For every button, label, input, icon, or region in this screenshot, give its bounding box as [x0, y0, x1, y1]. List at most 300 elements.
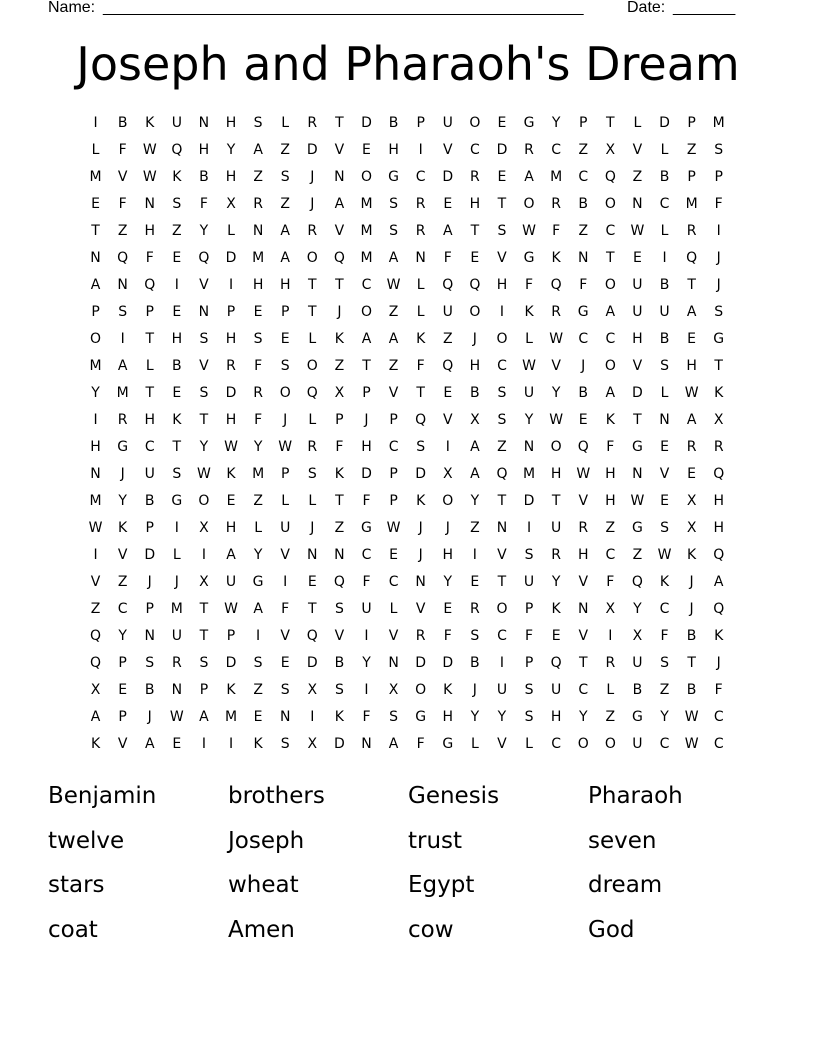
- grid-letter: I: [120, 331, 125, 347]
- grid-letter: M: [523, 466, 536, 482]
- grid-letter: U: [442, 304, 453, 320]
- grid-letter: H: [605, 466, 616, 482]
- grid-letter: S: [470, 628, 480, 644]
- grid-letter: V: [90, 574, 101, 590]
- grid-letter: J: [310, 196, 315, 212]
- grid-letter: E: [470, 574, 480, 590]
- grid-letter: L: [660, 385, 669, 401]
- grid-letter: Z: [334, 358, 345, 374]
- grid-letter: P: [199, 682, 209, 698]
- word-item: cow: [408, 916, 454, 943]
- grid-letter: E: [226, 493, 236, 509]
- grid-letter: N: [144, 196, 155, 212]
- grid-letter: R: [415, 223, 426, 239]
- grid-letter: K: [443, 682, 453, 698]
- grid-letter: C: [415, 169, 426, 185]
- grid-letter: L: [281, 115, 290, 131]
- grid-letter: H: [225, 169, 237, 185]
- grid-letter: F: [714, 682, 723, 698]
- grid-letter: H: [442, 709, 454, 725]
- grid-letter: L: [416, 277, 425, 293]
- grid-letter: O: [442, 493, 454, 509]
- grid-letter: E: [118, 682, 128, 698]
- grid-letter: W: [224, 601, 238, 617]
- grid-letter: W: [142, 169, 157, 185]
- grid-letter: J: [689, 574, 694, 590]
- grid-letter: T: [362, 358, 371, 374]
- grid-letter: I: [364, 628, 369, 644]
- grid-letter: R: [713, 439, 724, 455]
- grid-letter: E: [172, 304, 182, 320]
- grid-letter: T: [551, 493, 561, 509]
- grid-letter: D: [361, 466, 372, 482]
- grid-letter: A: [470, 466, 480, 482]
- grid-letter: T: [578, 655, 588, 671]
- grid-letter: H: [469, 358, 481, 374]
- grid-letter: U: [659, 304, 670, 320]
- grid-letter: Q: [333, 574, 345, 590]
- grid-letter: S: [118, 304, 128, 320]
- grid-letter: N: [90, 466, 101, 482]
- grid-letter: N: [523, 439, 535, 455]
- grid-letter: X: [199, 574, 209, 590]
- grid-letter: H: [550, 709, 562, 725]
- grid-row: [82, 731, 734, 758]
- grid-letter: N: [577, 250, 589, 266]
- grid-letter: R: [117, 412, 128, 428]
- grid-letter: W: [576, 466, 591, 482]
- grid-letter: B: [686, 682, 697, 698]
- grid-letter: O: [360, 304, 372, 320]
- grid-letter: J: [418, 520, 423, 536]
- grid-letter: J: [120, 466, 125, 482]
- grid-letter: S: [199, 385, 209, 401]
- grid-letter: E: [389, 547, 398, 563]
- grid-letter: Q: [90, 628, 102, 644]
- grid-letter: L: [660, 223, 669, 239]
- grid-letter: Z: [90, 601, 101, 617]
- grid-letter: N: [415, 574, 426, 590]
- grid-letter: N: [577, 601, 589, 617]
- grid-letter: V: [632, 358, 643, 374]
- grid-letter: Z: [280, 142, 290, 158]
- grid-letter: J: [472, 682, 477, 698]
- grid-letter: I: [364, 682, 369, 698]
- grid-letter: K: [416, 493, 426, 509]
- grid-letter: M: [252, 466, 265, 482]
- grid-letter: K: [334, 709, 344, 725]
- grid-letter: S: [280, 169, 290, 185]
- grid-letter: H: [225, 520, 237, 536]
- grid-letter: X: [226, 196, 236, 212]
- grid-letter: W: [386, 520, 401, 536]
- grid-letter: I: [499, 655, 505, 671]
- grid-letter: G: [577, 304, 589, 320]
- grid-letter: R: [415, 196, 426, 212]
- grid-letter: N: [90, 250, 101, 266]
- grid-letter: T: [416, 385, 425, 401]
- grid-letter: U: [523, 385, 535, 401]
- grid-letter: B: [659, 277, 670, 293]
- grid-letter: X: [442, 466, 453, 482]
- grid-letter: A: [605, 304, 616, 320]
- grid-letter: X: [686, 520, 697, 536]
- grid-letter: A: [470, 439, 480, 455]
- grid-letter: R: [171, 655, 182, 671]
- grid-letter: N: [117, 277, 128, 293]
- grid-letter: N: [632, 466, 643, 482]
- grid-letter: H: [686, 358, 697, 374]
- grid-letter: W: [630, 223, 645, 239]
- grid-letter: C: [117, 601, 128, 617]
- grid-letter: Q: [577, 439, 589, 455]
- grid-letter: C: [361, 277, 372, 293]
- grid-letter: E: [551, 628, 561, 644]
- grid-letter: Q: [713, 466, 725, 482]
- grid-letter: P: [280, 304, 290, 320]
- grid-letter: L: [308, 493, 317, 509]
- grid-letter: X: [470, 412, 480, 428]
- grid-letter: R: [469, 601, 480, 617]
- grid-letter: A: [199, 709, 209, 725]
- grid-letter: V: [280, 628, 290, 644]
- grid-letter: F: [714, 196, 723, 212]
- word-row: [48, 908, 768, 953]
- grid-letter: J: [337, 304, 342, 320]
- grid-letter: N: [415, 250, 426, 266]
- grid-letter: K: [226, 466, 236, 482]
- grid-letter: M: [224, 709, 238, 725]
- grid-letter: M: [89, 493, 102, 509]
- grid-row: [82, 434, 734, 461]
- grid-letter: H: [361, 439, 372, 455]
- grid-letter: Q: [442, 277, 454, 293]
- grid-letter: J: [310, 520, 315, 536]
- grid-letter: F: [606, 574, 615, 590]
- grid-letter: V: [632, 142, 643, 158]
- grid-letter: G: [361, 520, 372, 536]
- grid-letter: S: [280, 682, 290, 698]
- grid-letter: Z: [578, 142, 589, 158]
- grid-letter: A: [388, 736, 399, 752]
- letter-grid: [82, 110, 734, 758]
- word-item: Egypt: [408, 872, 475, 899]
- grid-letter: J: [310, 169, 315, 185]
- grid-letter: R: [415, 628, 426, 644]
- grid-row: [82, 461, 734, 488]
- grid-letter: I: [201, 736, 206, 752]
- grid-letter: I: [662, 250, 667, 266]
- grid-letter: Q: [631, 574, 643, 590]
- grid-letter: C: [605, 547, 616, 563]
- word-item: Amen: [228, 916, 295, 943]
- grid-letter: P: [362, 385, 371, 401]
- grid-letter: O: [577, 736, 589, 752]
- grid-letter: D: [361, 115, 372, 131]
- page-title: Joseph and Pharaoh's Dream: [76, 37, 740, 91]
- grid-letter: Y: [253, 439, 263, 455]
- grid-letter: J: [581, 358, 586, 374]
- grid-letter: T: [199, 601, 209, 617]
- grid-letter: H: [442, 547, 454, 563]
- grid-letter: H: [605, 493, 616, 509]
- grid-letter: Z: [632, 547, 643, 563]
- grid-letter: G: [713, 331, 725, 347]
- grid-letter: V: [334, 142, 345, 158]
- grid-row: [82, 623, 734, 650]
- grid-letter: M: [685, 196, 698, 212]
- grid-letter: N: [659, 412, 670, 428]
- grid-letter: Q: [496, 466, 508, 482]
- grid-letter: O: [469, 304, 481, 320]
- grid-letter: H: [279, 277, 291, 293]
- grid-letter: R: [226, 358, 236, 374]
- grid-letter: Q: [442, 358, 454, 374]
- grid-letter: E: [443, 601, 453, 617]
- grid-letter: K: [334, 331, 344, 347]
- grid-letter: G: [388, 169, 399, 185]
- grid-letter: Z: [388, 358, 399, 374]
- grid-letter: E: [687, 466, 697, 482]
- grid-letter: O: [604, 277, 616, 293]
- grid-letter: K: [253, 736, 263, 752]
- grid-letter: B: [470, 385, 480, 401]
- grid-letter: D: [442, 169, 454, 185]
- grid-letter: Z: [605, 709, 616, 725]
- grid-letter: T: [308, 601, 317, 617]
- grid-letter: A: [334, 196, 345, 212]
- grid-letter: S: [660, 655, 669, 671]
- grid-letter: Z: [117, 223, 128, 239]
- grid-letter: S: [660, 520, 669, 536]
- grid-letter: W: [549, 331, 564, 347]
- grid-letter: X: [307, 736, 318, 752]
- grid-letter: H: [225, 115, 237, 131]
- grid-letter: D: [442, 655, 454, 671]
- grid-letter: X: [632, 628, 643, 644]
- grid-row: [82, 650, 734, 677]
- grid-letter: H: [577, 547, 589, 563]
- grid-letter: V: [117, 547, 128, 563]
- grid-letter: E: [362, 142, 371, 158]
- grid-letter: W: [684, 709, 699, 725]
- grid-row: [82, 677, 734, 704]
- grid-letter: Z: [659, 682, 670, 698]
- grid-letter: P: [687, 115, 696, 131]
- grid-letter: P: [118, 709, 127, 725]
- word-item: God: [588, 916, 635, 943]
- grid-letter: D: [225, 385, 237, 401]
- grid-letter: H: [252, 277, 264, 293]
- grid-letter: I: [608, 628, 613, 644]
- grid-letter: U: [632, 277, 643, 293]
- grid-letter: A: [442, 223, 453, 239]
- grid-letter: V: [334, 223, 345, 239]
- grid-letter: E: [307, 574, 317, 590]
- grid-letter: C: [578, 169, 589, 185]
- grid-letter: T: [633, 412, 642, 428]
- grid-letter: W: [522, 358, 536, 374]
- grid-letter: Q: [415, 412, 427, 428]
- grid-letter: F: [254, 358, 263, 374]
- grid-letter: P: [280, 466, 290, 482]
- grid-letter: N: [252, 223, 264, 239]
- grid-letter: O: [279, 385, 291, 401]
- grid-row: [82, 191, 734, 218]
- grid-letter: H: [388, 142, 399, 158]
- grid-letter: Y: [118, 628, 127, 644]
- grid-letter: U: [144, 466, 155, 482]
- grid-letter: C: [388, 574, 399, 590]
- grid-letter: O: [469, 115, 481, 131]
- grid-letter: E: [280, 655, 290, 671]
- grid-letter: Q: [713, 547, 725, 563]
- grid-letter: C: [361, 547, 372, 563]
- grid-letter: J: [716, 250, 721, 266]
- word-item: stars: [48, 872, 105, 899]
- grid-letter: I: [472, 547, 477, 563]
- word-item: coat: [48, 916, 98, 943]
- grid-letter: K: [90, 736, 101, 752]
- grid-letter: K: [172, 412, 182, 428]
- grid-letter: P: [524, 655, 534, 671]
- grid-letter: T: [606, 115, 615, 131]
- grid-letter: P: [145, 520, 154, 536]
- grid-letter: V: [388, 628, 399, 644]
- grid-letter: B: [334, 655, 345, 671]
- grid-letter: B: [144, 493, 155, 509]
- grid-letter: B: [659, 331, 670, 347]
- grid-letter: Q: [333, 250, 345, 266]
- grid-letter: Q: [144, 277, 156, 293]
- grid-letter: B: [659, 169, 670, 185]
- grid-letter: Z: [117, 574, 128, 590]
- grid-letter: U: [632, 655, 643, 671]
- grid-letter: U: [551, 682, 562, 698]
- grid-letter: J: [174, 574, 179, 590]
- grid-letter: N: [171, 682, 183, 698]
- grid-letter: U: [632, 736, 643, 752]
- grid-letter: J: [716, 277, 721, 293]
- grid-letter: T: [199, 628, 209, 644]
- grid-letter: X: [90, 682, 101, 698]
- grid-letter: Z: [334, 520, 345, 536]
- word-row: [48, 863, 768, 908]
- grid-letter: F: [254, 412, 263, 428]
- grid-letter: A: [361, 331, 372, 347]
- grid-letter: S: [660, 358, 669, 374]
- grid-letter: X: [334, 385, 345, 401]
- grid-letter: R: [524, 142, 534, 158]
- grid-letter: E: [443, 385, 453, 401]
- grid-letter: G: [523, 115, 535, 131]
- grid-letter: O: [306, 358, 318, 374]
- grid-letter: J: [147, 574, 152, 590]
- grid-letter: S: [199, 655, 209, 671]
- grid-letter: F: [199, 196, 208, 212]
- grid-letter: Z: [497, 439, 507, 455]
- grid-letter: S: [280, 736, 290, 752]
- grid-letter: K: [551, 601, 561, 617]
- grid-letter: Q: [713, 601, 725, 617]
- grid-letter: S: [253, 655, 263, 671]
- grid-letter: W: [142, 142, 157, 158]
- grid-letter: A: [280, 250, 290, 266]
- grid-letter: A: [713, 574, 724, 590]
- grid-letter: F: [660, 628, 669, 644]
- grid-letter: H: [90, 439, 101, 455]
- grid-letter: A: [253, 601, 263, 617]
- grid-letter: R: [307, 439, 318, 455]
- grid-letter: T: [335, 493, 344, 509]
- grid-letter: I: [201, 547, 206, 563]
- grid-letter: U: [225, 574, 237, 590]
- grid-letter: L: [416, 304, 425, 320]
- grid-letter: C: [497, 358, 507, 374]
- grid-letter: L: [525, 736, 533, 752]
- grid-letter: F: [416, 736, 425, 752]
- grid-letter: Z: [686, 142, 697, 158]
- grid-letter: Z: [388, 304, 399, 320]
- grid-letter: F: [118, 196, 127, 212]
- grid-letter: M: [89, 169, 102, 185]
- grid-letter: F: [335, 439, 344, 455]
- grid-letter: M: [252, 250, 265, 266]
- grid-letter: I: [174, 520, 179, 536]
- grid-letter: S: [497, 385, 507, 401]
- grid-letter: E: [660, 439, 669, 455]
- name-label: Name:: [48, 0, 96, 16]
- grid-letter: B: [686, 628, 697, 644]
- grid-letter: N: [198, 115, 210, 131]
- grid-letter: F: [552, 223, 561, 239]
- grid-letter: F: [525, 277, 534, 293]
- grid-letter: Z: [172, 223, 182, 239]
- grid-letter: S: [172, 466, 182, 482]
- word-item: dream: [588, 872, 663, 899]
- grid-letter: R: [253, 385, 263, 401]
- grid-letter: N: [388, 655, 399, 671]
- grid-letter: O: [604, 196, 616, 212]
- grid-letter: O: [306, 250, 318, 266]
- grid-letter: U: [280, 520, 291, 536]
- grid-letter: R: [469, 169, 480, 185]
- grid-letter: Q: [550, 277, 562, 293]
- grid-letter: U: [361, 601, 372, 617]
- grid-letter: T: [172, 439, 182, 455]
- grid-letter: O: [550, 439, 562, 455]
- grid-letter: K: [714, 628, 724, 644]
- grid-letter: K: [687, 547, 697, 563]
- grid-letter: P: [687, 169, 696, 185]
- grid-letter: I: [526, 520, 532, 536]
- grid-letter: C: [659, 736, 670, 752]
- grid-letter: T: [714, 358, 723, 374]
- grid-letter: S: [524, 709, 534, 725]
- grid-letter: A: [686, 304, 697, 320]
- grid-letter: F: [416, 358, 425, 374]
- grid-letter: O: [604, 358, 616, 374]
- grid-row: [82, 515, 734, 542]
- grid-letter: V: [497, 250, 507, 266]
- grid-letter: V: [497, 547, 507, 563]
- grid-letter: T: [335, 115, 344, 131]
- grid-letter: T: [470, 223, 480, 239]
- grid-letter: D: [306, 142, 318, 158]
- grid-letter: W: [197, 466, 211, 482]
- grid-letter: G: [631, 709, 643, 725]
- grid-letter: H: [198, 142, 210, 158]
